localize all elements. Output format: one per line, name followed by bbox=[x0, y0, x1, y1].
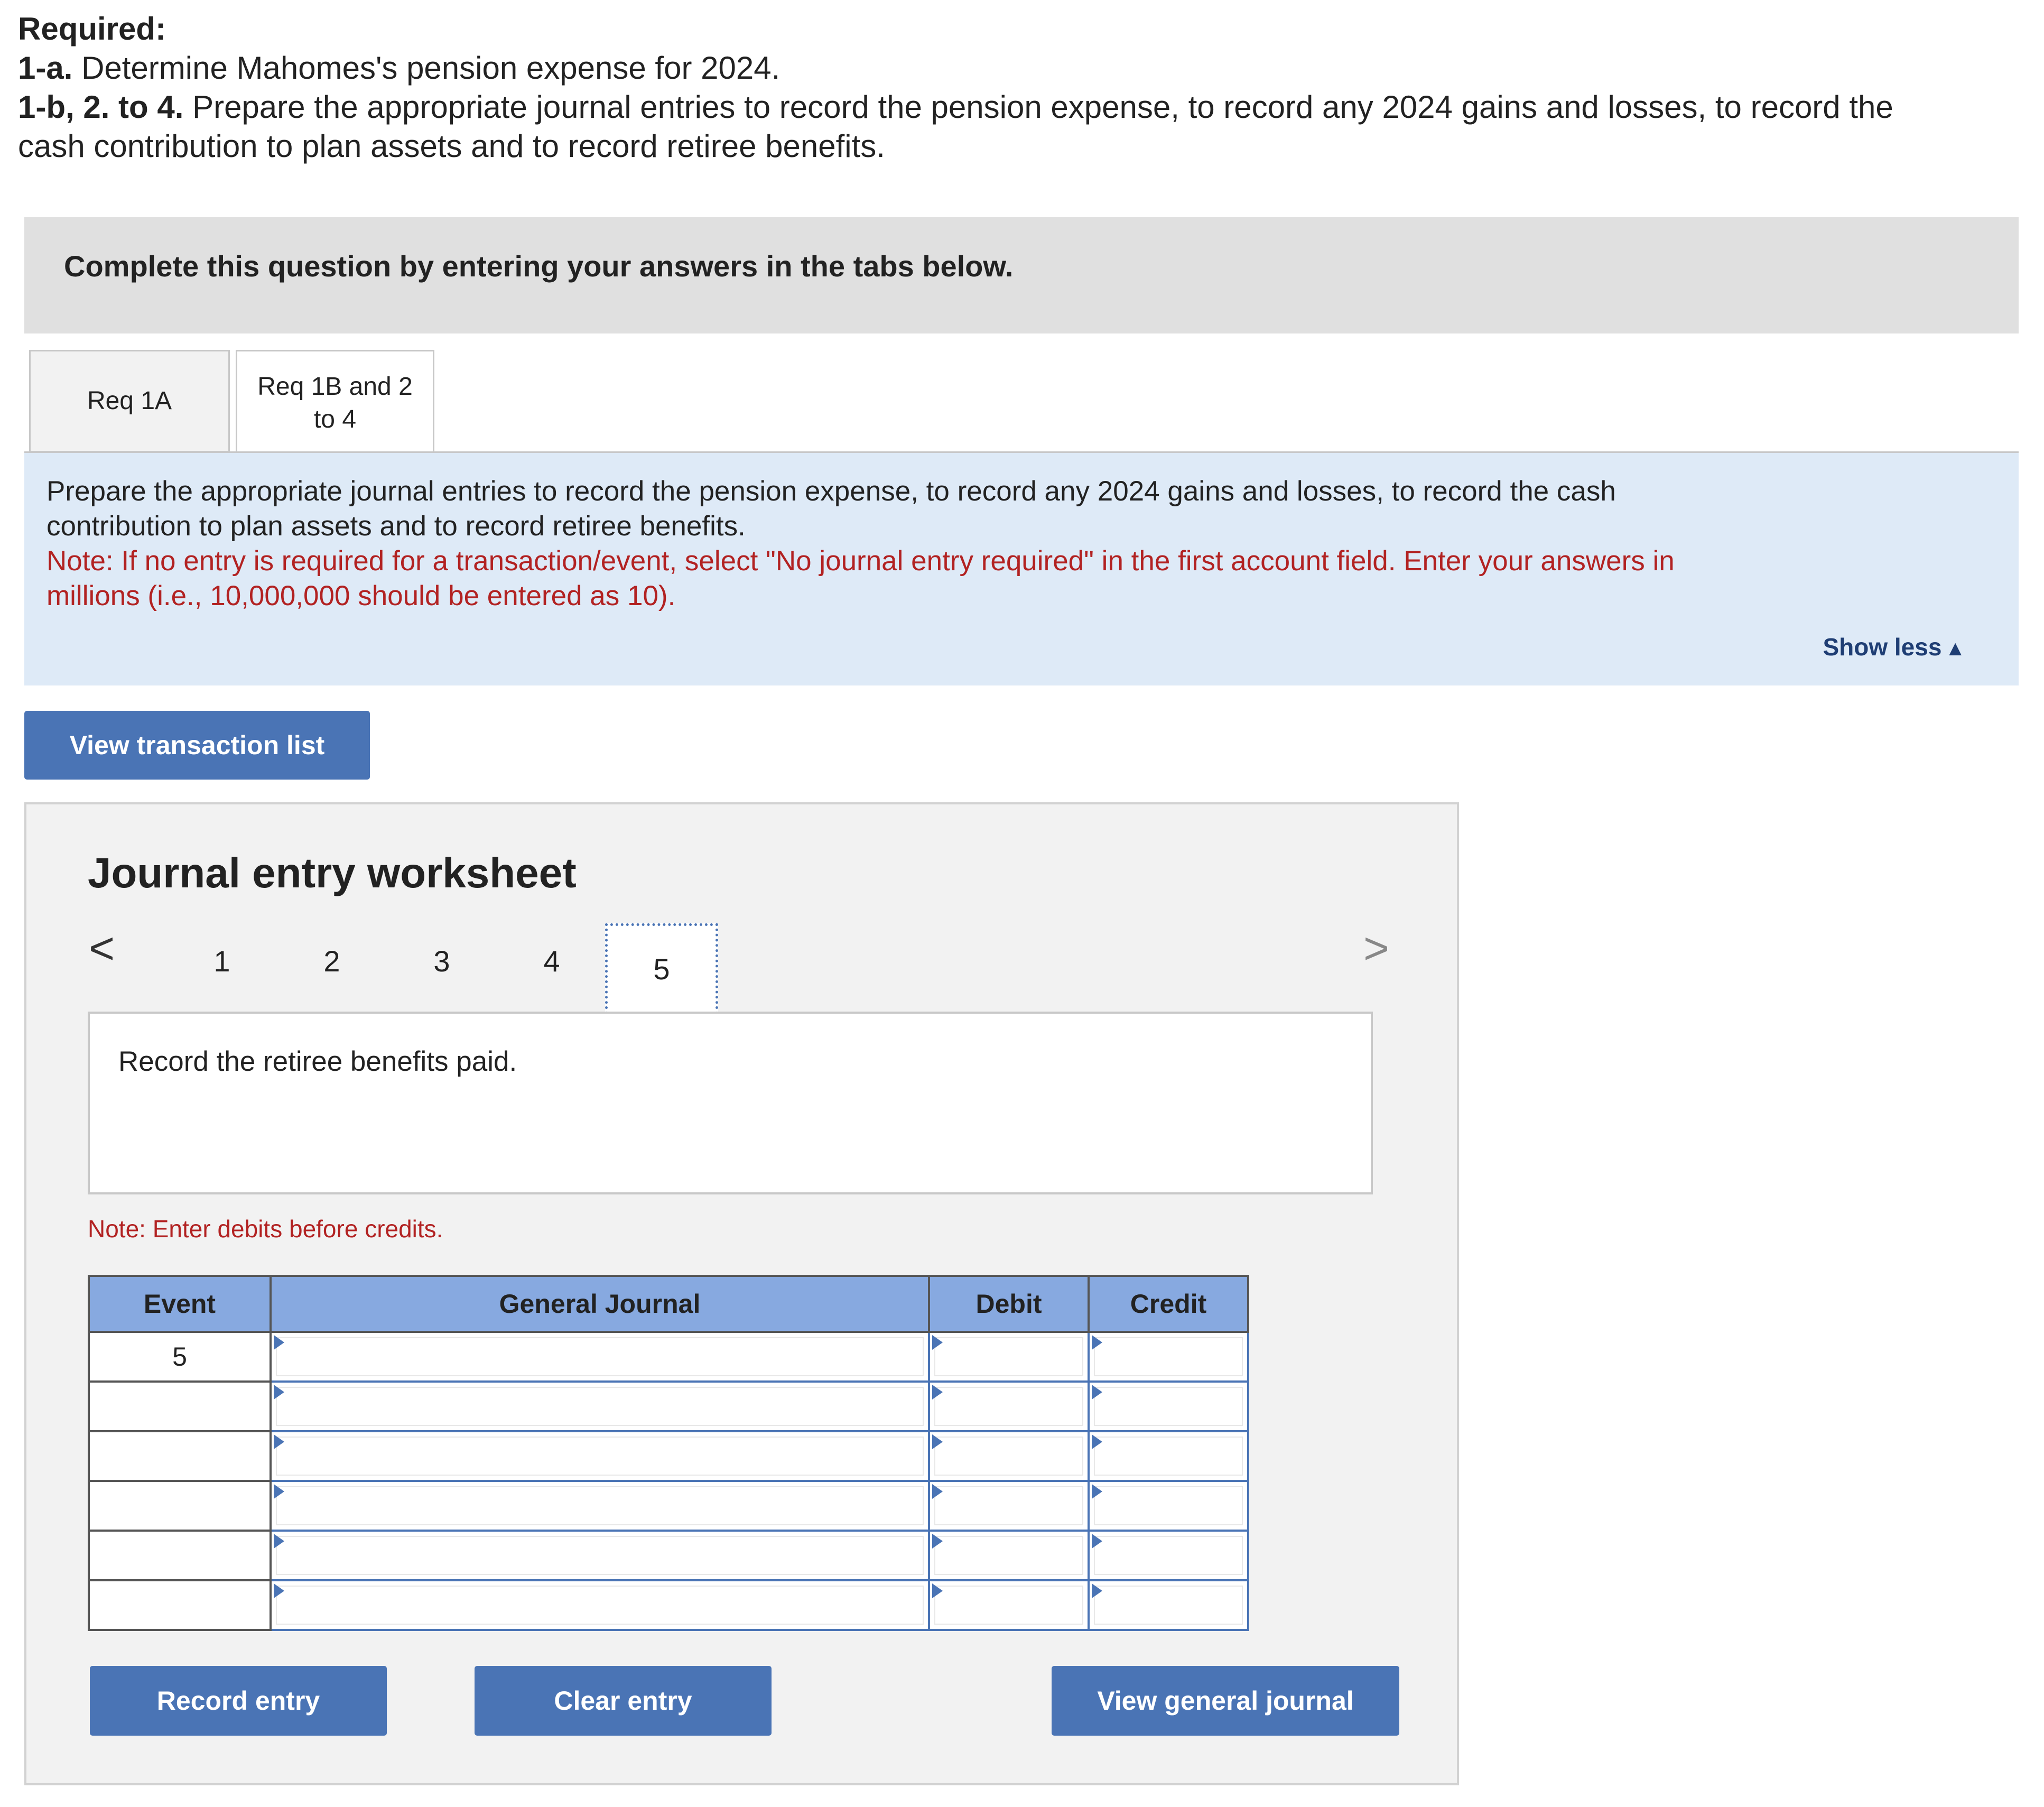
debit-cell[interactable] bbox=[929, 1531, 1089, 1580]
show-less-label: Show less bbox=[1823, 633, 1942, 661]
input-marker-icon bbox=[932, 1385, 943, 1400]
input-marker-icon bbox=[1092, 1335, 1102, 1350]
tab-req-1b-2-4[interactable] bbox=[236, 350, 434, 455]
dropdown-marker-icon bbox=[274, 1385, 284, 1400]
tab-req-1b-label-line2: to 4 bbox=[313, 405, 357, 433]
instruction-banner bbox=[24, 217, 2019, 333]
input-marker-icon bbox=[1092, 1583, 1102, 1598]
journal-table bbox=[88, 1275, 1249, 1631]
page-4[interactable]: 4 bbox=[543, 944, 560, 978]
credit-input[interactable] bbox=[1094, 1586, 1243, 1625]
debit-input[interactable] bbox=[934, 1387, 1083, 1426]
header-event: Event bbox=[89, 1276, 271, 1332]
table-row bbox=[89, 1382, 1248, 1431]
view-general-journal-button[interactable]: View general journal bbox=[1052, 1666, 1399, 1736]
credit-input[interactable] bbox=[1094, 1387, 1243, 1426]
credit-cell[interactable] bbox=[1089, 1481, 1248, 1531]
debit-cell[interactable] bbox=[929, 1431, 1089, 1481]
header-credit: Credit bbox=[1089, 1276, 1248, 1332]
header-general-journal: General Journal bbox=[271, 1276, 929, 1332]
journal-header-row bbox=[89, 1276, 1248, 1332]
info-panel bbox=[24, 453, 2019, 685]
table-row bbox=[89, 1580, 1248, 1630]
debit-cell[interactable] bbox=[929, 1332, 1089, 1382]
account-cell[interactable] bbox=[271, 1382, 929, 1431]
transaction-description: Record the retiree benefits paid. bbox=[118, 1046, 517, 1077]
debit-cell[interactable] bbox=[929, 1481, 1089, 1531]
credit-cell[interactable] bbox=[1089, 1332, 1248, 1382]
info-main-line1: Prepare the appropriate journal entries to record the pension expense, to record any 2024 gains and losses, to record the cash bbox=[47, 476, 1616, 507]
tab-req-1a[interactable] bbox=[29, 350, 230, 452]
event-cell bbox=[89, 1431, 271, 1481]
show-less-link[interactable] bbox=[1823, 633, 1966, 661]
event-cell bbox=[89, 1531, 271, 1580]
transaction-description-box bbox=[88, 1012, 1373, 1194]
item-1b-text-line1: Prepare the appropriate journal entries to record the pension expense, to record any 2024 gains and losses, to record the bbox=[192, 89, 1893, 125]
input-marker-icon bbox=[932, 1534, 943, 1549]
table-row bbox=[89, 1431, 1248, 1481]
required-section bbox=[18, 10, 2037, 166]
credit-input[interactable] bbox=[1094, 1536, 1243, 1575]
item-1a-label: 1-a. bbox=[18, 50, 73, 86]
info-note-line1: Note: If no entry is required for a transaction/event, select "No journal entry required" in the first account field. Enter your answers in bbox=[47, 545, 1675, 577]
item-1b-text-line2: cash contribution to plan assets and to record retiree benefits. bbox=[18, 128, 885, 164]
credit-input[interactable] bbox=[1094, 1486, 1243, 1525]
input-marker-icon bbox=[1092, 1484, 1102, 1499]
account-select[interactable] bbox=[276, 1387, 924, 1426]
triangle-up-icon: ▲ bbox=[1945, 637, 1966, 660]
credit-cell[interactable] bbox=[1089, 1531, 1248, 1580]
input-marker-icon bbox=[932, 1484, 943, 1499]
debit-input[interactable] bbox=[934, 1586, 1083, 1625]
info-note bbox=[47, 544, 1996, 614]
input-marker-icon bbox=[932, 1335, 943, 1350]
page-2[interactable]: 2 bbox=[323, 944, 340, 978]
table-row bbox=[89, 1332, 1248, 1382]
input-marker-icon bbox=[932, 1583, 943, 1598]
event-cell bbox=[89, 1481, 271, 1531]
account-cell[interactable] bbox=[271, 1580, 929, 1630]
dropdown-marker-icon bbox=[274, 1434, 284, 1449]
account-cell[interactable] bbox=[271, 1332, 929, 1382]
page-1[interactable]: 1 bbox=[213, 944, 230, 978]
item-1a-text: Determine Mahomes's pension expense for 2024. bbox=[81, 50, 781, 86]
debit-cell[interactable] bbox=[929, 1580, 1089, 1630]
info-main-line2: contribution to plan assets and to record retiree benefits. bbox=[47, 511, 746, 542]
dropdown-marker-icon bbox=[274, 1583, 284, 1598]
credit-cell[interactable] bbox=[1089, 1382, 1248, 1431]
journal-entry-worksheet bbox=[24, 802, 1459, 1785]
account-select[interactable] bbox=[276, 1586, 924, 1625]
credit-input[interactable] bbox=[1094, 1337, 1243, 1376]
header-debit: Debit bbox=[929, 1276, 1089, 1332]
chevron-left-icon[interactable]: < bbox=[89, 923, 115, 973]
worksheet-title: Journal entry worksheet bbox=[88, 849, 577, 896]
event-cell bbox=[89, 1382, 271, 1431]
debit-input[interactable] bbox=[934, 1437, 1083, 1476]
page-3[interactable]: 3 bbox=[433, 944, 450, 978]
account-select[interactable] bbox=[276, 1536, 924, 1575]
tab-req-1a-label: Req 1A bbox=[87, 387, 172, 415]
account-cell[interactable] bbox=[271, 1481, 929, 1531]
credit-cell[interactable] bbox=[1089, 1431, 1248, 1481]
account-cell[interactable] bbox=[271, 1531, 929, 1580]
dropdown-marker-icon bbox=[274, 1484, 284, 1499]
account-select[interactable] bbox=[276, 1486, 924, 1525]
dropdown-marker-icon bbox=[274, 1335, 284, 1350]
debit-input[interactable] bbox=[934, 1536, 1083, 1575]
debit-input[interactable] bbox=[934, 1337, 1083, 1376]
view-transaction-list-button[interactable]: View transaction list bbox=[24, 711, 370, 780]
info-instructions bbox=[47, 474, 1996, 544]
banner-text: Complete this question by entering your answers in the tabs below. bbox=[64, 249, 1014, 283]
page-5-current[interactable]: 5 bbox=[605, 923, 718, 1014]
event-cell bbox=[89, 1580, 271, 1630]
debit-input[interactable] bbox=[934, 1486, 1083, 1525]
tab-req-1b-label-line1: Req 1B and 2 bbox=[257, 372, 413, 401]
input-marker-icon bbox=[1092, 1534, 1102, 1549]
debits-note: Note: Enter debits before credits. bbox=[88, 1215, 443, 1243]
debit-cell[interactable] bbox=[929, 1382, 1089, 1431]
event-cell: 5 bbox=[89, 1332, 271, 1382]
credit-input[interactable] bbox=[1094, 1437, 1243, 1476]
input-marker-icon bbox=[1092, 1434, 1102, 1449]
input-marker-icon bbox=[1092, 1385, 1102, 1400]
dropdown-marker-icon bbox=[274, 1534, 284, 1549]
account-select[interactable] bbox=[276, 1437, 924, 1476]
input-marker-icon bbox=[932, 1434, 943, 1449]
account-select[interactable] bbox=[276, 1337, 924, 1376]
required-heading: Required: bbox=[18, 11, 166, 47]
credit-cell[interactable] bbox=[1089, 1580, 1248, 1630]
chevron-right-icon[interactable]: > bbox=[1363, 923, 1390, 973]
table-row bbox=[89, 1531, 1248, 1580]
info-note-line2: millions (i.e., 10,000,000 should be entered as 10). bbox=[47, 580, 676, 611]
item-1b-label: 1-b, 2. to 4. bbox=[18, 89, 184, 125]
record-entry-button[interactable]: Record entry bbox=[90, 1666, 387, 1736]
table-row bbox=[89, 1481, 1248, 1531]
clear-entry-button[interactable]: Clear entry bbox=[475, 1666, 772, 1736]
account-cell[interactable] bbox=[271, 1431, 929, 1481]
